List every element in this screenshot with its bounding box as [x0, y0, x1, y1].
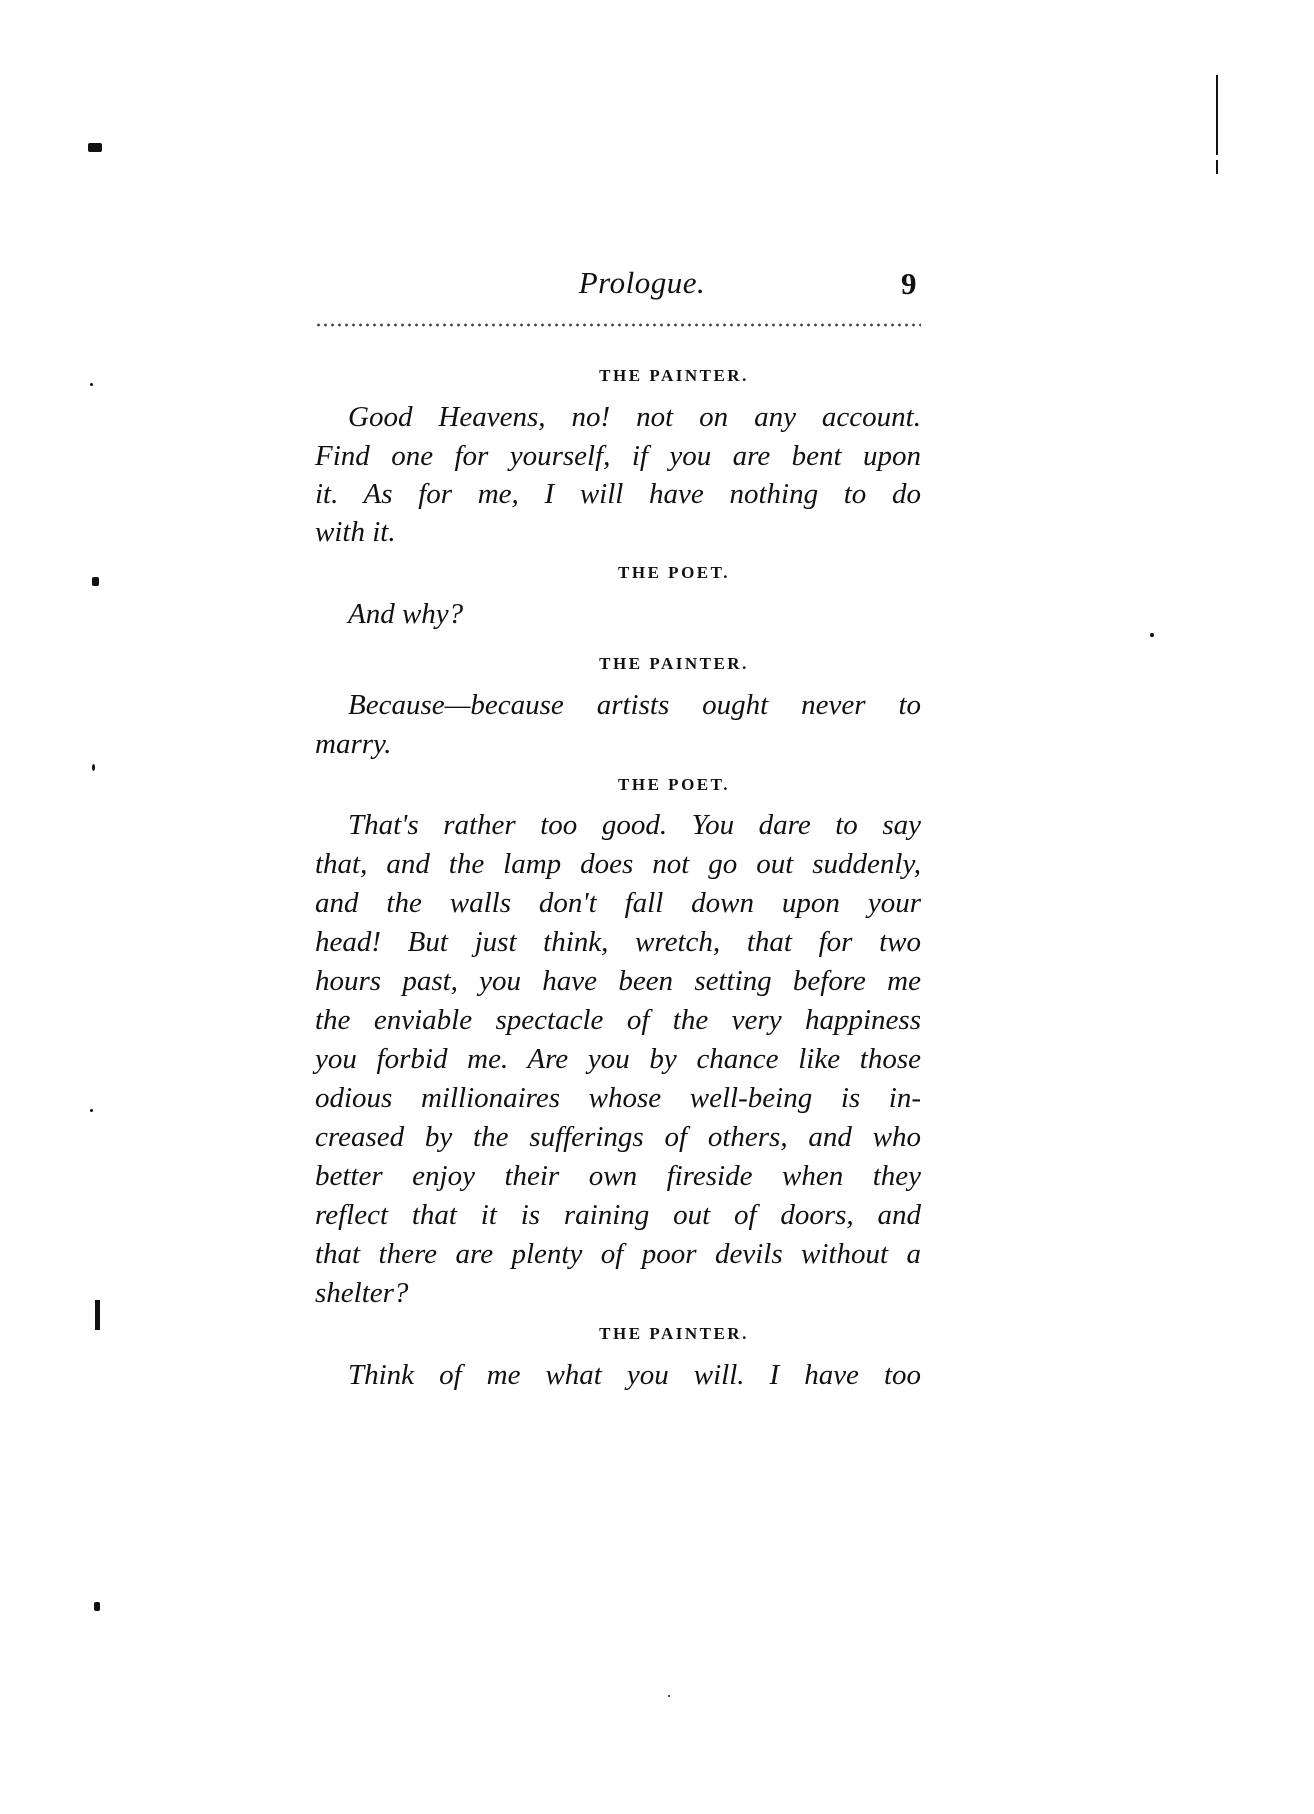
speech-line: shelter?	[315, 1277, 409, 1309]
speaker-label: THE PAINTER.	[599, 1324, 749, 1343]
speaker-label: THE PAINTER.	[599, 366, 749, 385]
scan-mark	[88, 143, 102, 152]
speech-line: reflect that it is raining out of doors, and	[315, 1199, 921, 1231]
speech-line: and the walls don't fall down upon your	[315, 887, 921, 919]
speech-line: Find one for yourself, if you are bent upon	[315, 440, 921, 472]
speech-line: it. As for me, I will have nothing to do	[315, 478, 921, 510]
scan-line	[95, 1300, 100, 1330]
speaker-label: THE POET.	[618, 563, 730, 582]
speech-line: odious millionaires whose well-being is in-	[315, 1082, 921, 1114]
header-rule	[315, 322, 921, 328]
speech-line: better enjoy their own fireside when they	[315, 1160, 921, 1192]
speech-line: you forbid me. Are you by chance like those	[315, 1043, 921, 1075]
scan-mark	[90, 383, 93, 386]
speaker-label: THE POET.	[618, 775, 730, 794]
speech-line: hours past, you have been setting before me	[315, 965, 921, 997]
scan-mark	[668, 1695, 670, 1697]
speech-line: Think of me what you will. I have too	[348, 1359, 921, 1391]
scan-mark	[90, 1109, 93, 1112]
speech-line: Good Heavens, no! not on any account.	[348, 401, 921, 433]
speech-line: And why?	[348, 598, 464, 630]
scan-line	[1216, 160, 1218, 174]
speaker-label: THE PAINTER.	[599, 654, 749, 673]
speech-line: that, and the lamp does not go out suddenly,	[315, 848, 921, 880]
speech-line: with it.	[315, 516, 396, 548]
scan-line	[1216, 75, 1218, 155]
speech-line: That's rather too good. You dare to say	[348, 809, 921, 841]
scan-mark	[92, 764, 95, 771]
speech-line: Because—because artists ought never to	[348, 689, 921, 721]
speech-line: head! But just think, wretch, that for two	[315, 926, 921, 958]
speech-line: that there are plenty of poor devils without a	[315, 1238, 921, 1270]
speech-line: the enviable spectacle of the very happiness	[315, 1004, 921, 1036]
speech-line: creased by the sufferings of others, and who	[315, 1121, 921, 1153]
speech-line: marry.	[315, 728, 392, 760]
running-header-title: Prologue.	[578, 265, 706, 300]
scan-mark	[1150, 633, 1154, 637]
scan-mark	[92, 577, 99, 586]
page-number: 9	[901, 266, 917, 301]
scan-mark	[94, 1602, 100, 1611]
